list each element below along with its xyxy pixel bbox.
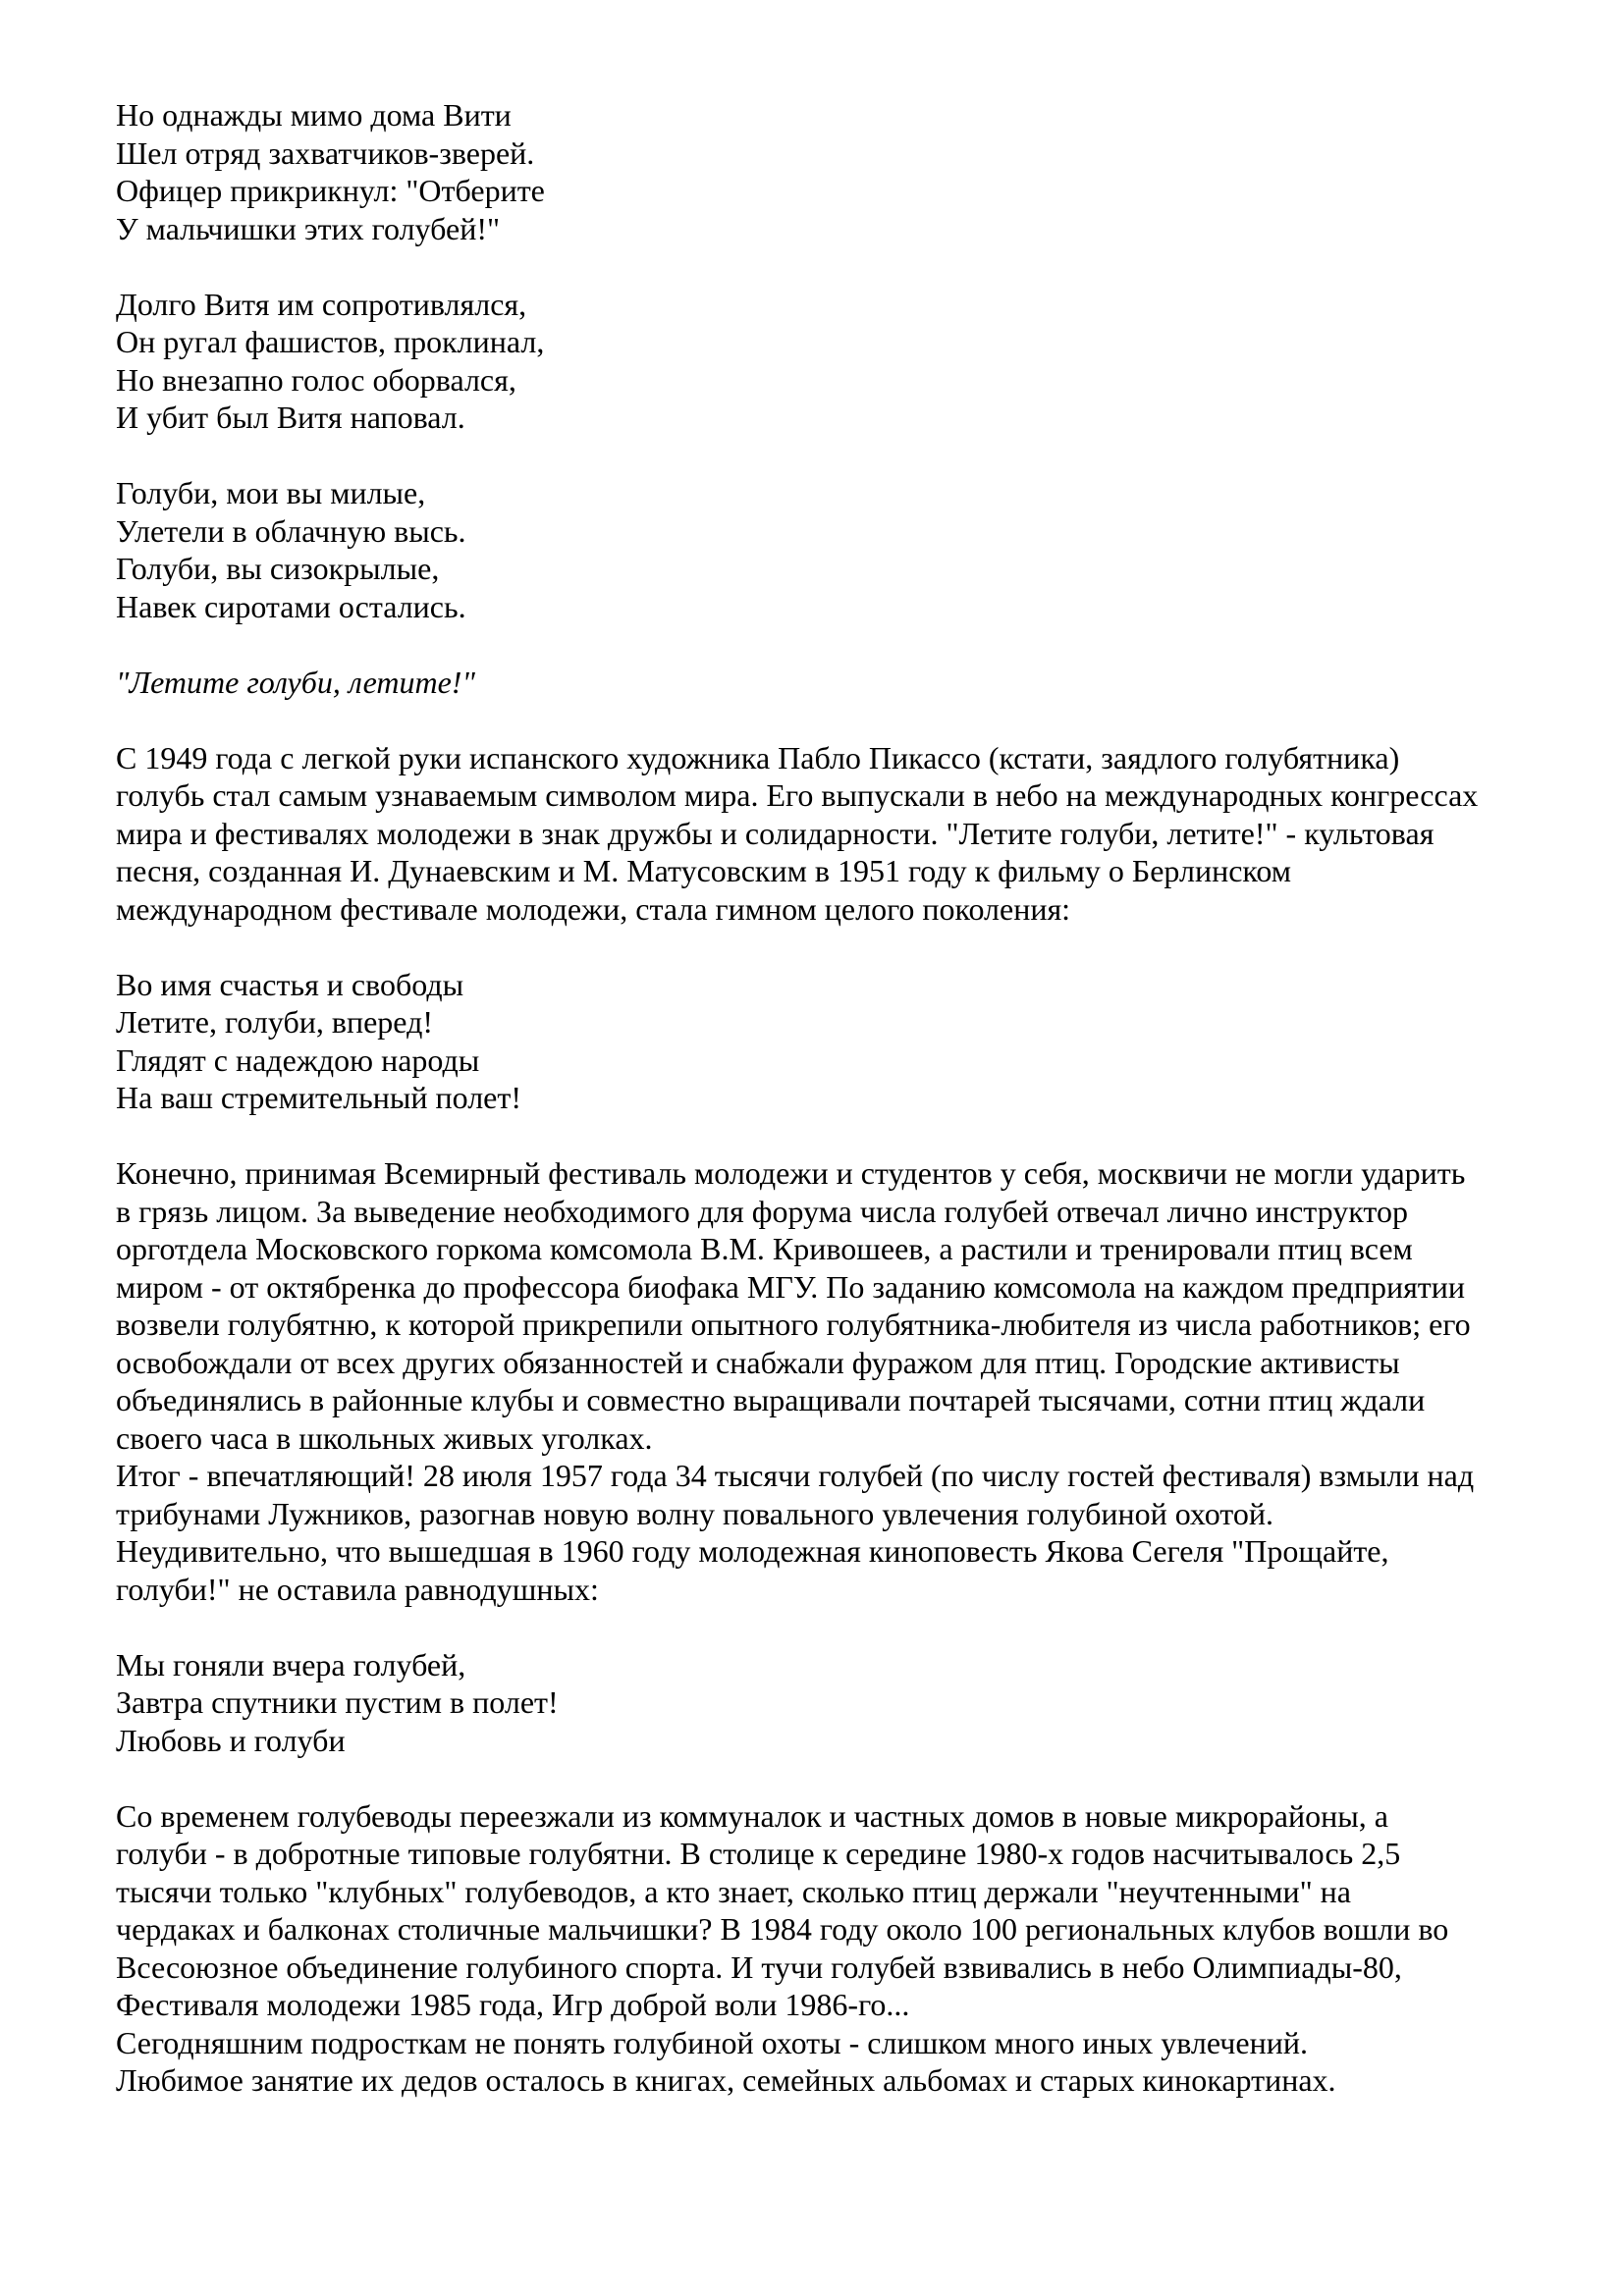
- verse-line: Офицер прикрикнул: "Отберите: [116, 173, 545, 208]
- text-line: Неудивительно, что вышедшая в 1960 году молодежная киноповесть Якова Сегеля "Прощайте,: [116, 1533, 1389, 1569]
- text-line: голуби - в добротные типовые голубятни. В столице к середине 1980-х годов насчитывалось 2,5: [116, 1836, 1401, 1871]
- text-line: освобождали от всех других обязанностей и снабжали фуражом для птиц. Городские активисты: [116, 1344, 1400, 1380]
- text-line: Сегодняшним подросткам не понять голубиной охоты - слишком много иных увлечений.: [116, 2024, 1308, 2060]
- paragraph-today: [116, 2024, 1569, 2100]
- verse-line: Голуби, мои вы милые,: [116, 475, 426, 510]
- text-line: песня, созданная И. Дунаевским и М. Матусовским в 1951 году к фильму о Берлинском: [116, 853, 1291, 888]
- text-line: С 1949 года с легкой руки испанского художника Пабло Пикассо (кстати, заядлого голубятника): [116, 739, 1400, 775]
- text-line: трибунами Лужников, разогнав новую волну повального увлечения голубиной охотой.: [116, 1495, 1273, 1531]
- poem-stanza-1: [116, 96, 1569, 247]
- verse-line: Голуби, вы сизокрылые,: [116, 551, 440, 586]
- section-heading-block: [116, 664, 1569, 702]
- text-line: международном фестивале молодежи, стала гимном целого поколения:: [116, 890, 1071, 927]
- poem-stanza-2: [116, 286, 1569, 437]
- verse-line: Мы гоняли вчера голубей,: [116, 1646, 466, 1682]
- text-line: чердаках и балконах столичные мальчишки? В 1984 году около 100 региональных клубов вошли во: [116, 1911, 1449, 1947]
- text-line: орготдела Московского горкома комсомола В.М. Кривошеев, а растили и тренировали птиц всем: [116, 1231, 1413, 1266]
- text-line: миром - от октябренка до профессора биофака МГУ. По заданию комсомола на каждом предприятии: [116, 1268, 1466, 1305]
- verse-line: И убит был Витя наповал.: [116, 400, 465, 435]
- text-line: Конечно, принимая Всемирный фестиваль молодежи и студентов у себя, москвичи не могли ударить: [116, 1155, 1466, 1191]
- verse-line: Улетели в облачную высь.: [116, 512, 466, 549]
- verse-line: Навек сиротами остались.: [116, 588, 466, 624]
- poem-stanza-3: [116, 474, 1569, 625]
- paragraph-pigeon-breeders: [116, 1797, 1569, 2024]
- verse-line: Любовь и голуби: [116, 1722, 346, 1758]
- text-line: мира и фестивалях молодежи в знак дружбы и солидарности. "Летите голуби, летите!" - культовая: [116, 815, 1435, 851]
- text-line: объединялись в районные клубы и совместно выращивали почтарей тысячами, сотни птиц ждали: [116, 1382, 1426, 1417]
- verse-line: Во имя счастья и свободы: [116, 966, 464, 1002]
- verse-line: Летите, голуби, вперед!: [116, 1004, 433, 1040]
- text-line: возвели голубятню, к которой прикрепили опытного голубятника-любителя из числа работников; его: [116, 1307, 1471, 1342]
- text-line: в грязь лицом. За выведение необходимого для форума числа голубей отвечал лично инструктор: [116, 1193, 1408, 1229]
- text-line: голуби!" не оставила равнодушных:: [116, 1571, 599, 1607]
- section-heading: "Летите голуби, летите!": [116, 664, 475, 700]
- text-line: голубь стал самым узнаваемым символом мира. Его выпускали в небо на международных конгрессах: [116, 777, 1479, 813]
- verse-line: Но однажды мимо дома Вити: [116, 97, 512, 133]
- verse-line: У мальчишки этих голубей!": [116, 210, 501, 246]
- verse-line: Долго Витя им сопротивлялся,: [116, 286, 527, 322]
- verse-line: Он ругал фашистов, проклинал,: [116, 324, 545, 359]
- text-line: тысячи только "клубных" голубеводов, а кто знает, сколько птиц держали "неучтенными" на: [116, 1873, 1351, 1909]
- text-line: Фестиваля молодежи 1985 года, Игр доброй воли 1986-го...: [116, 1987, 910, 2022]
- verse-line: Глядят с надеждою народы: [116, 1041, 480, 1078]
- text-line: Любимое занятие их дедов осталось в книгах, семейных альбомах и старых кинокартинах.: [116, 2062, 1336, 2098]
- paragraph-result: [116, 1457, 1569, 1608]
- text-line: Всесоюзное объединение голубиного спорта. И тучи голубей взвивались в небо Олимпиады-80,: [116, 1949, 1402, 1985]
- paragraph-festival: [116, 1154, 1569, 1457]
- document-page: [116, 96, 1569, 2100]
- verse-line: На ваш стремительный полет!: [116, 1080, 522, 1115]
- verse-line: Завтра спутники пустим в полет!: [116, 1684, 559, 1720]
- paragraph-picasso: [116, 739, 1569, 929]
- poem-stanza-5: [116, 1646, 1569, 1760]
- text-line: Со временем голубеводы переезжали из коммуналок и частных домов в новые микрорайоны, а: [116, 1797, 1388, 1834]
- verse-line: Шел отряд захватчиков-зверей.: [116, 134, 535, 171]
- text-line: Итог - впечатляющий! 28 июля 1957 года 34 тысячи голубей (по числу гостей фестиваля) взмыли над: [116, 1458, 1475, 1493]
- poem-stanza-4: [116, 966, 1569, 1117]
- text-line: своего часа в школьных живых уголках.: [116, 1419, 653, 1456]
- verse-line: Но внезапно голос оборвался,: [116, 361, 516, 398]
